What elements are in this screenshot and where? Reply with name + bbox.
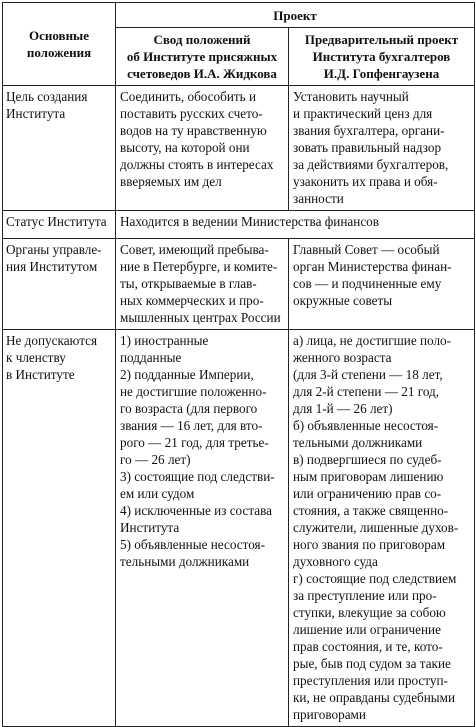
cell-gopfengauzen: а) лица, не достигшие поло- женного возраста (для 3-й степени — 18 лет, для 2-й степени — 21 год, для 1-й — 26 лет) б) объявленные несостоя- тельными должниками в) подвергшиеся по судеб- ным приговорам лишению или ограничению прав со- стояния, а также священно- служители, лишенные духов- ного звания по приговорам духовного суда г) состоящие под следствием за преступление или про- ступки, влекущие за собою лишение или ограничение прав состояния, и те, кото- рые, быв под судом за такие преступления или проступ- ки, не оправданы судебными приговорами [289,330,475,727]
table-row-membership [3,330,475,727]
cell-gopfengauzen: Установить научный и практический ценз для звания бухгалтера, органи- зовать правильный надзор за действиями бухгалтеров, узаконить их права и обя- занности [289,86,475,211]
row-label: Органы управле- ния Институтом [3,239,116,330]
row-label: Цель создания Института [3,86,116,211]
table-row-governance [3,239,475,330]
header-row-top [3,3,475,28]
cell-zhidkov: Соединить, обособить и поставить русских счето- водов на ту нравственную высоту, на которой они должны стоять в интересах вверяемых им дел [116,86,289,211]
cell-zhidkov: 1) иностранные подданные 2) подданные Империи, не достигшие положенно- го возраста (для первого звания — 16 лет, для вто- рого — 21 год, для третье- го — 26 лет) 3) состоящие под следстви- ем или судом 4) исключенные из состава Института 5) объявленные несостоя- тельными должниками [116,330,289,727]
cell-gopfengauzen: Главный Совет — особый орган Министерства финан- сов — и подчиненные ему окружные советы [289,239,475,330]
header-project: Проект [116,3,475,28]
comparison-table [2,2,475,727]
header-zhidkov-project: Свод положений об Институте присяжных счетоведов И.А. Жидкова [116,28,289,86]
table-row-purpose [3,86,475,211]
header-gopfengauzen-project: Предварительный проект Института бухгалтеров И.Д. Гопфенгаузена [289,28,475,86]
cell-zhidkov: Совет, имеющий пребыва- ние в Петербурге, и комите- ты, открываемые в глав- ных коммерческих и про- мышленных центрах России [116,239,289,330]
row-label: Не допускаются к членству в Институте [3,330,116,727]
table-row-status [3,211,475,239]
cell-merged: Находится в ведении Министерства финансов [116,211,475,239]
header-main-provisions: Основные положения [3,3,116,86]
row-label: Статус Института [3,211,116,239]
